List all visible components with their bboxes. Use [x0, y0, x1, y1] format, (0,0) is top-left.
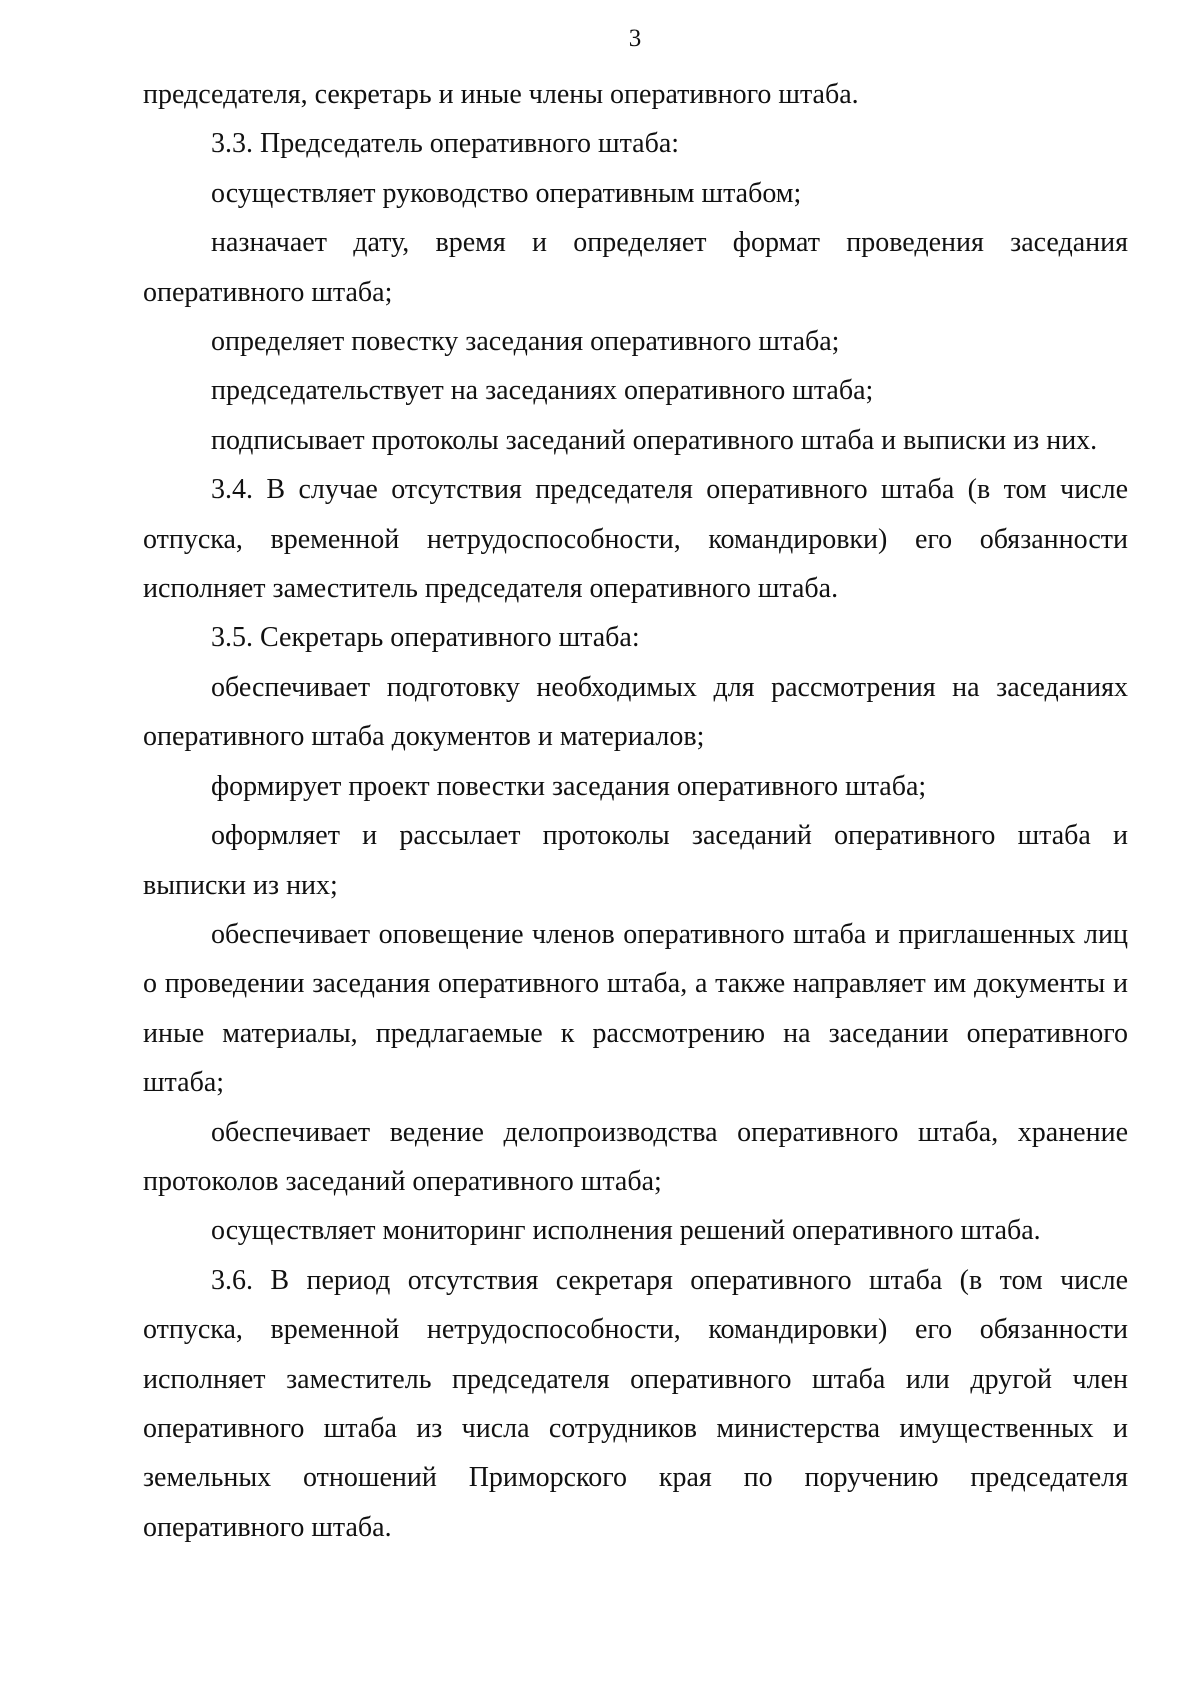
paragraph-3-4: 3.4. В случае отсутствия председателя оперативного штаба (в том числе отпуска, временной нетрудоспособности, командировки) его обязанности исполняет заместитель председателя оперативного штаба. [143, 474, 1128, 605]
paragraph-secretary-duty-5: обеспечивает ведение делопроизводства оперативного штаба, хранение протоколов заседаний оперативного штаба; [143, 1116, 1128, 1197]
paragraph-secretary-duty-3: оформляет и рассылает протоколы заседаний оперативного штаба и выписки из них; [143, 820, 1128, 901]
paragraph-secretary-duty-1: обеспечивает подготовку необходимых для рассмотрения на заседаниях оперативного штаба документов и материалов; [143, 671, 1128, 753]
paragraph-chair-duty-4: председательствует на заседаниях оперативного штаба; [211, 375, 874, 407]
paragraph-3-3-heading: 3.3. Председатель оперативного штаба: [211, 128, 680, 160]
paragraph-secretary-duty-4: обеспечивает оповещение членов оперативного штаба и приглашенных лиц о проведении заседания оперативного штаба, а также направляет им документы и иные материалы, предлагаемые к рассмотрению на заседании оперативного штаба; [143, 918, 1128, 1099]
paragraph-chair-duty-2: назначает дату, время и определяет формат проведения заседания оперативного штаба; [143, 227, 1128, 308]
paragraph-chair-duty-5: подписывает протоколы заседаний оперативного штаба и выписки из них. [211, 424, 1098, 456]
page-number: 3 [628, 25, 642, 52]
paragraph-secretary-duty-2: формирует проект повестки заседания оперативного штаба; [211, 770, 927, 802]
document-body [143, 70, 1128, 1552]
paragraph-chair-duty-3: определяет повестку заседания оперативного штаба; [211, 326, 840, 358]
paragraph-continuation: председателя, секретарь и иные члены оперативного штаба. [143, 79, 859, 110]
paragraph-chair-duty-1: осуществляет руководство оперативным штабом; [211, 177, 802, 209]
paragraph-3-6: 3.6. В период отсутствия секретаря оперативного штаба (в том числе отпуска, временной нетрудоспособности, командировки) его обязанности исполняет заместитель председателя оперативного штаба или другой член оперативного штаба из числа сотрудников министерства имущественных и земельных отношений Приморского края по поручению председателя оперативного штаба. [143, 1264, 1128, 1543]
paragraph-secretary-duty-6: осуществляет мониторинг исполнения решений оперативного штаба. [211, 1215, 1041, 1247]
paragraph-3-5-heading: 3.5. Секретарь оперативного штаба: [211, 622, 640, 654]
